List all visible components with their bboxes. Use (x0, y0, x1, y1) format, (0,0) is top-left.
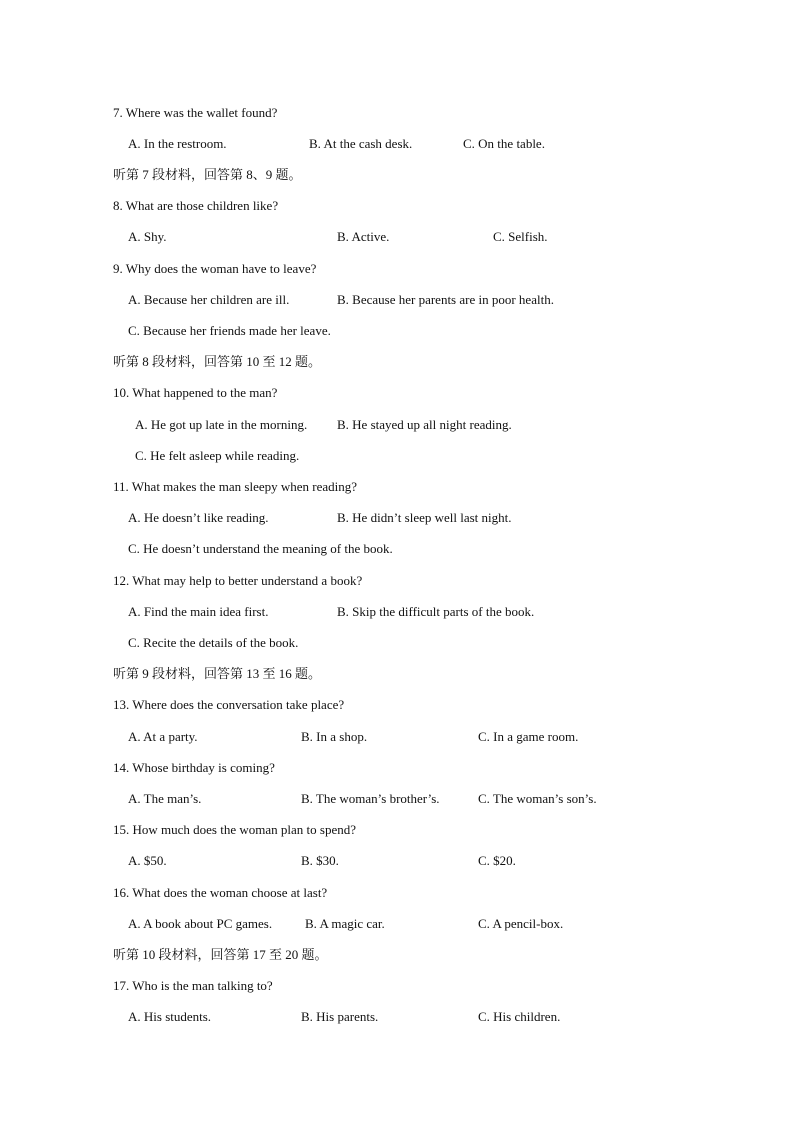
question-7-stem: 7. Where was the wallet found? (113, 105, 278, 120)
question-8-option-a: A. Shy. (128, 229, 167, 244)
question-10-option-b: B. He stayed up all night reading. (337, 417, 512, 432)
question-15-stem: 15. How much does the woman plan to spend? (113, 822, 356, 837)
question-7-option-b: B. At the cash desk. (309, 136, 413, 151)
question-17-option-c: C. His children. (478, 1009, 561, 1024)
question-10-option-a: A. He got up late in the morning. (135, 417, 308, 432)
question-11-stem: 11. What makes the man sleepy when reading? (113, 479, 358, 494)
question-16-option-c: C. A pencil-box. (478, 916, 564, 931)
question-16-stem: 16. What does the woman choose at last? (113, 885, 328, 900)
section-instruction-7: 听第 7 段材料，回答第 8、9 题。 (113, 167, 302, 182)
question-12-option-b: B. Skip the difficult parts of the book. (337, 604, 535, 619)
question-11-option-b: B. He didn’t sleep well last night. (337, 510, 512, 525)
question-7-option-a: A. In the restroom. (128, 136, 227, 151)
question-8-option-c: C. Selfish. (493, 229, 548, 244)
question-12-stem: 12. What may help to better understand a book? (113, 573, 363, 588)
question-13-option-b: B. In a shop. (301, 729, 368, 744)
question-15-option-c: C. $20. (478, 853, 516, 868)
question-11-option-c: C. He doesn’t understand the meaning of the book. (128, 541, 393, 556)
question-8-stem: 8. What are those children like? (113, 198, 279, 213)
question-12-option-a: A. Find the main idea first. (128, 604, 269, 619)
question-12-option-c: C. Recite the details of the book. (128, 635, 299, 650)
section-instruction-8: 听第 8 段材料，回答第 10 至 12 题。 (113, 354, 322, 369)
question-9-stem: 9. Why does the woman have to leave? (113, 261, 317, 276)
question-14-option-b: B. The woman’s brother’s. (301, 791, 440, 806)
question-14-option-a: A. The man’s. (128, 791, 202, 806)
question-7-option-c: C. On the table. (463, 136, 545, 151)
question-13-stem: 13. Where does the conversation take place? (113, 697, 345, 712)
question-8-option-b: B. Active. (337, 229, 390, 244)
question-9-option-c: C. Because her friends made her leave. (128, 323, 331, 338)
question-16-option-b: B. A magic car. (305, 916, 385, 931)
section-instruction-10: 听第 10 段材料，回答第 17 至 20 题。 (113, 947, 328, 962)
question-15-option-b: B. $30. (301, 853, 339, 868)
question-14-option-c: C. The woman’s son’s. (478, 791, 597, 806)
question-9-option-a: A. Because her children are ill. (128, 292, 290, 307)
question-13-option-a: A. At a party. (128, 729, 198, 744)
section-instruction-9: 听第 9 段材料，回答第 13 至 16 题。 (113, 666, 322, 681)
question-15-option-a: A. $50. (128, 853, 167, 868)
question-17-stem: 17. Who is the man talking to? (113, 978, 273, 993)
question-14-stem: 14. Whose birthday is coming? (113, 760, 275, 775)
question-17-option-b: B. His parents. (301, 1009, 379, 1024)
question-10-stem: 10. What happened to the man? (113, 385, 278, 400)
question-11-option-a: A. He doesn’t like reading. (128, 510, 269, 525)
question-16-option-a: A. A book about PC games. (128, 916, 273, 931)
question-9-option-b: B. Because her parents are in poor health. (337, 292, 554, 307)
question-10-option-c: C. He felt asleep while reading. (135, 448, 300, 463)
question-17-option-a: A. His students. (128, 1009, 212, 1024)
question-13-option-c: C. In a game room. (478, 729, 579, 744)
